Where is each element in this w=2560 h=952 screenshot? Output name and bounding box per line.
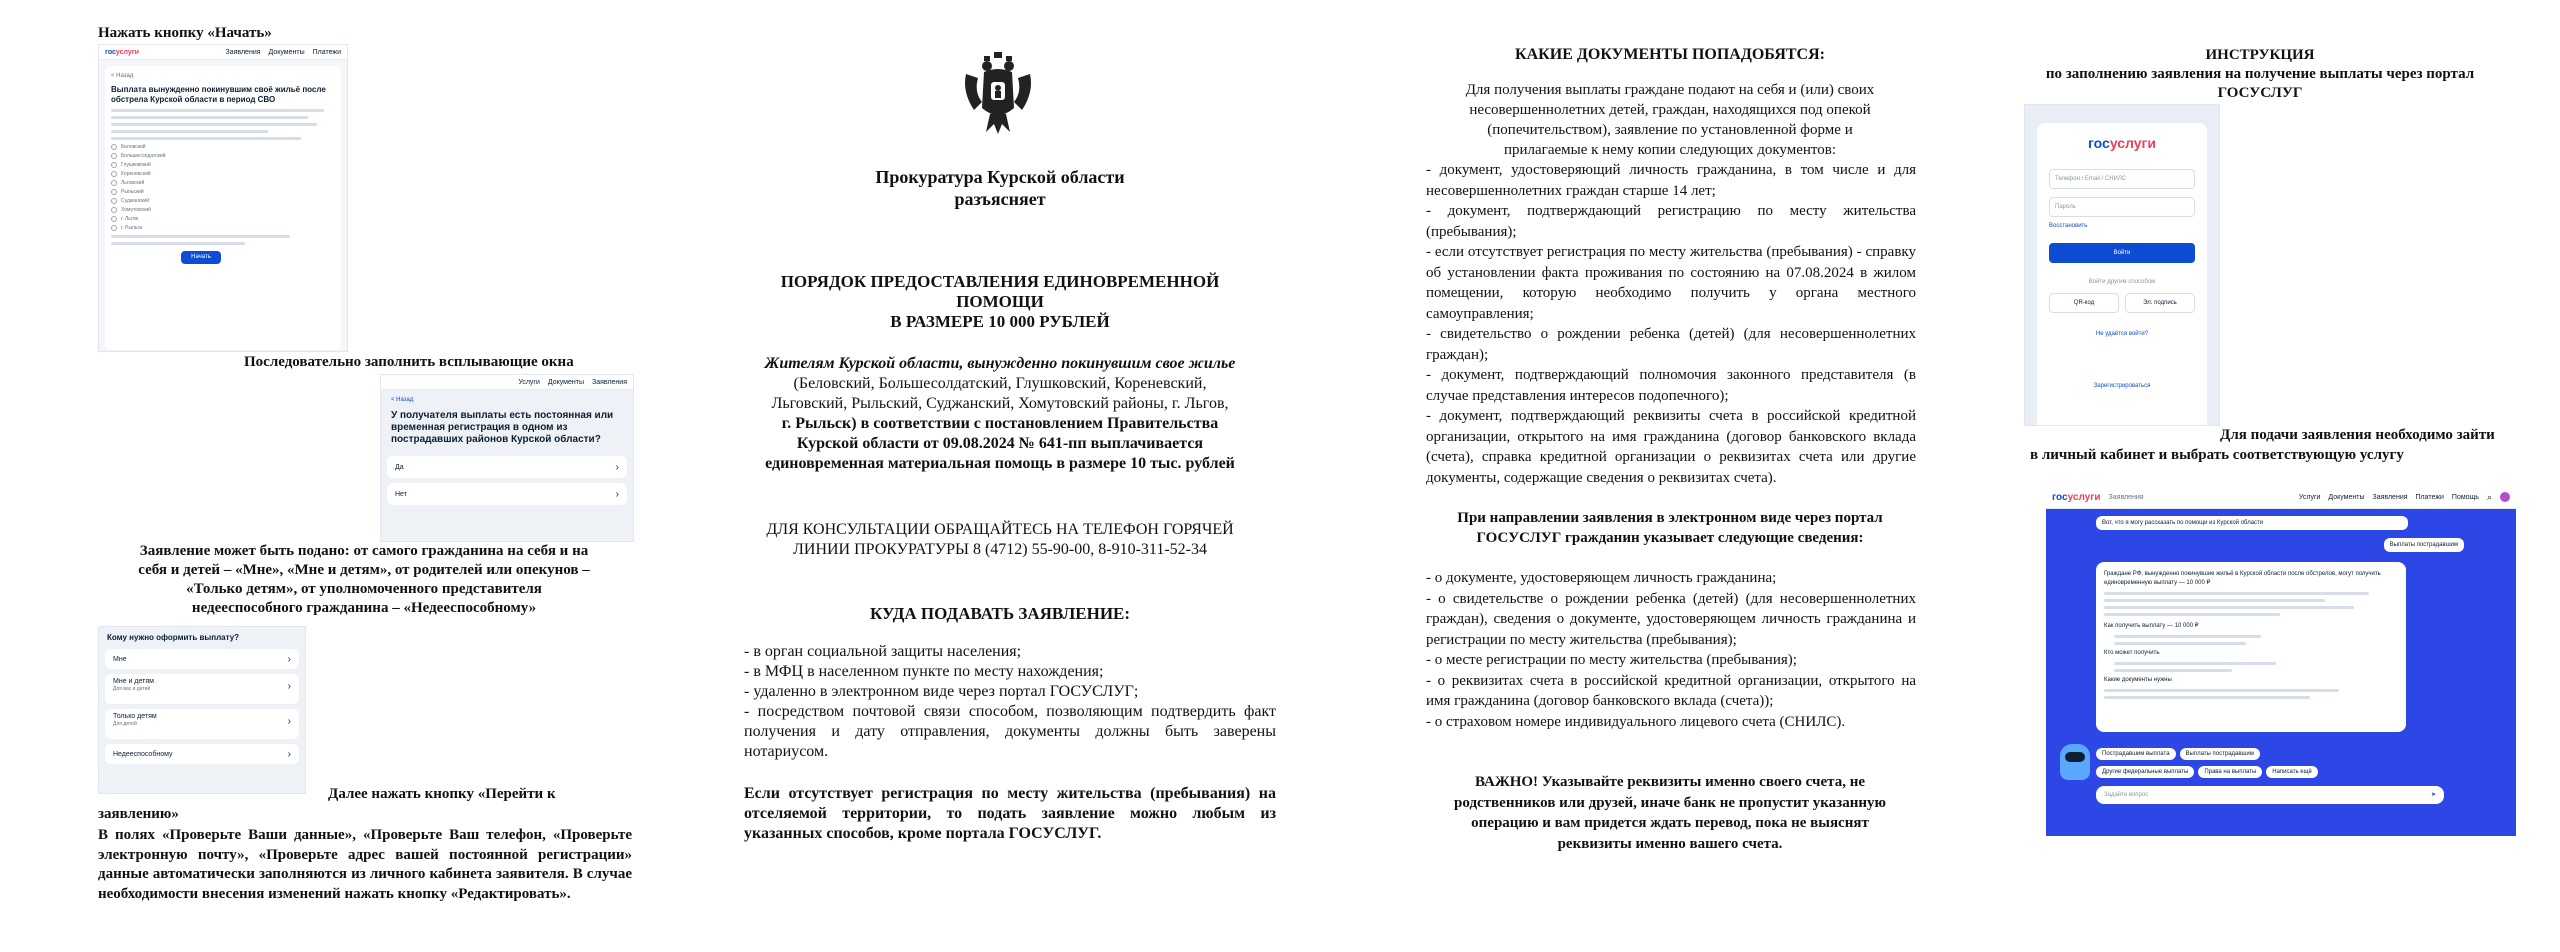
where-list: - в орган социальной защиты населения; - в МФЦ в населенном пункте по месту нахождения; - удаленно в электронном виде через портал ГОСУСЛУГ; - посредством почтовой связи способом, позволяющим подтвердить факт получения и дату отправления, документы должны быть заверены нотариусом.: [744, 643, 1276, 760]
login-input[interactable]: Телефон / Email / СНИЛС: [2049, 169, 2195, 189]
avatar: [2500, 492, 2510, 502]
screenshot-portal-assistant: госуслуги Заявления Услуги Документы Заявления Платежи Помощь ⌕ Вот, что я могу рассказать по помощи из Курской области Выплаты пострадавшим Граждане РФ, вынужденно покинувшие жильё в Курской области после обстрелов, могут получить единовременную выплату — 10 000 ₽ Как получить выплату — 10 000 ₽ Кто может получить Какие документы нужны Пострадавшим выплата Выплаты пострадавшим Другие федеральные выплаты Права на выплаты Написать ещё Задайте вопрос ➤: [2046, 486, 2516, 836]
where-note: Если отсутствует регистрация по месту жительства (пребывания) на отселяемой территории, то подать заявление можно любым из указанных способов, кроме портала ГОСУСЛУГ.: [744, 785, 1276, 842]
chat-suggestion-button[interactable]: Выплаты пострадавшим: [2384, 538, 2464, 552]
login-caption-a: Для подачи заявления необходимо зайти: [2220, 427, 2495, 443]
password-input[interactable]: Пароль: [2049, 197, 2195, 217]
gosuslugi-logo: госуслуги: [2052, 491, 2101, 503]
step4-caption-b: заявлению»: [98, 806, 179, 822]
option-incapable[interactable]: Недееспособному ›: [105, 744, 299, 764]
chevron-right-icon: ›: [615, 461, 619, 473]
step4-caption-a: Далее нажать кнопку «Перейти к: [328, 786, 556, 802]
help-link[interactable]: Не удаётся войти?: [2095, 331, 2149, 337]
start-button[interactable]: Начать: [181, 251, 221, 264]
option-me[interactable]: Мне ›: [105, 649, 299, 669]
online-heading: При направлении заявления в электронном виде через портал ГОСУСЛУГ гражданин указывает следующие сведения:: [1457, 510, 1883, 546]
screenshot-login: госуслуги Телефон / Email / СНИЛС Пароль Восстановить Войти Войти другим способом QR-код Эл. подпись Не удаётся войти? Зарегистрироваться: [2024, 104, 2220, 426]
documents-title: КАКИЕ ДОКУМЕНТЫ ПОПАДОБЯТСЯ:: [1514, 46, 1825, 63]
intro-paragraph: Жителям Курской области, вынужденно покинувшим свое жилье (Беловский, Большесолдатский, Глушковский, Кореневский, Льговский, Рыльский, Суджанский, Хомутовский районы, г. Льгов, г. Рыльск) в соответствии с постановлением Правительства Курской области от 09.08.2024 № 641-пп выплачивается единовременная материальная помощь в размере 10 тыс. рублей: [764, 355, 1236, 472]
documents-list: - документ, удостоверяющий личность гражданина, в том числе и для несовершеннолетних граждан старше 14 лет; - документ, подтверждающий регистрацию по месту жительства (пребывания); - если отсутствует регистрация по месту жительства (пребывания) - справку об установлении факта проживания по состоянию на 07.08.2024 в жилом помещении, которую необходимо получить у органа местного самоуправления; - свидетельство о рождении ребенка (детей) (для несовершеннолетних граждан); - документ, подтверждающий полномочия законного представителя (в случае представления интересов подопечного); - документ, подтверждающий реквизиты счета в российской кредитной организации, открытого на имя гражданина (договор банковского вклада (счета), справка кредитной организации о реквизитах счета или другие документы, содержащие сведения о реквизитах счета).: [1426, 162, 1916, 486]
warning-text: ВАЖНО! Указывайте реквизиты именно своего счета, не родственников или друзей, иначе банк не пропустит указанную операцию и вам придется ждать перевод, пока не выяснят реквизиты именно вашего счета.: [1454, 774, 1886, 852]
quick-reply[interactable]: Другие федеральные выплаты: [2096, 766, 2194, 778]
quick-reply[interactable]: Пострадавшим выплата: [2096, 748, 2176, 760]
send-icon: ➤: [2430, 792, 2436, 798]
chat-input[interactable]: Задайте вопрос ➤: [2096, 786, 2444, 804]
org-heading: Прокуратура Курской области разъясняет: [875, 167, 1125, 209]
chevron-right-icon: ›: [287, 653, 291, 665]
restore-link[interactable]: Восстановить: [2049, 223, 2088, 229]
step5-text: В полях «Проверьте Ваши данные», «Проверьте Ваш телефон, «Проверьте электронную почту», «Проверьте адрес вашей постоянной регистрации» данные автоматически заполняются из личного кабинета заявителя. В случае необходимости внесения изменений нажать кнопку «Редактировать».: [98, 827, 632, 902]
step2-caption: Последовательно заполнить всплывающие окна: [244, 354, 574, 370]
service-title: Выплата вынужденно покинувшим своё жильё после обстрела Курской области в период СВО: [111, 85, 326, 104]
chevron-right-icon: ›: [287, 681, 291, 692]
answer-yes[interactable]: Да ›: [387, 456, 627, 478]
search-icon: ⌕: [2486, 491, 2492, 502]
instruction-title: ИНСТРУКЦИЯ по заполнению заявления на получение выплаты через портал ГОСУСЛУГ: [2045, 47, 2475, 101]
screenshot-start: госуслуги Заявления Документы Платежи < Назад Выплата вынужденно покинувшим своё жильё после обстрела Курской области в период СВО Беловский Большесолдатский Глушковский Кореневский Льговский Рыльский Суджанский Хомутовский г. Льгов г. Рыльск Начать: [98, 44, 348, 352]
hotline-text: ДЛЯ КОНСУЛЬТАЦИИ ОБРАЩАЙТЕСЬ НА ТЕЛЕФОН ГОРЯЧЕЙ ЛИНИИ ПРОКУРАТУРЫ 8 (4712) 55-90-00, 8-910-311-52-34: [766, 521, 1234, 558]
chevron-right-icon: ›: [287, 716, 291, 727]
qr-login-button[interactable]: QR-код: [2049, 293, 2119, 313]
answer-no[interactable]: Нет ›: [387, 483, 627, 505]
chevron-right-icon: ›: [287, 748, 291, 760]
option-me-and-children[interactable]: Мне и детям Для вас и детей ›: [105, 674, 299, 704]
signature-login-button[interactable]: Эл. подпись: [2125, 293, 2195, 313]
quick-reply[interactable]: Выплаты пострадавшим: [2180, 748, 2260, 760]
register-link[interactable]: Зарегистрироваться: [2093, 383, 2151, 389]
documents-intro: Для получения выплаты граждане подают на себя и (или) своих несовершеннолетних детей, граждан, находящихся под опекой (попечительством), заявление по установленной форме и прилагаемые к нему копии следующих документов:: [1465, 82, 1875, 158]
quick-reply[interactable]: Права на выплаты: [2198, 766, 2262, 778]
quick-reply[interactable]: Написать ещё: [2266, 766, 2318, 778]
gosuslugi-logo: госуслуги: [2088, 135, 2156, 151]
gosuslugi-logo: госуслуги: [105, 48, 139, 56]
step3-caption: Заявление может быть подано: от самого гражданина на себя и на себя и детей – «Мне», «Мне и детям», от родителей или опекунов – «Только детям», от уполномоченного представителя недееспособного гражданина – «Недееспособному»: [138, 543, 590, 616]
where-title: КУДА ПОДАВАТЬ ЗАЯВЛЕНИЕ:: [869, 604, 1131, 623]
online-list: - о документе, удостоверяющем личность гражданина; - о свидетельстве о рождении ребенка (детей) (для несовершеннолетних граждан), сведения о документе, удостоверяющем личность гражданина и регистрации по месту жительства (пребывания); - о месте регистрации по месту жительства (пребывания); - о реквизитах счета в российской кредитной организации, открытого на имя гражданина (договор банковского вклада (счета)); - о страховом номере индивидуального лицевого счета (СНИЛС).: [1426, 570, 1916, 730]
step1-caption: Нажать кнопку «Начать»: [98, 25, 272, 41]
login-caption-b: в личный кабинет и выбрать соответствующую услугу: [2030, 447, 2404, 463]
assistant-robot-icon: [2060, 744, 2090, 780]
chevron-right-icon: ›: [615, 488, 619, 500]
screenshot-recipient-choice: Кому нужно оформить выплату? Мне › Мне и детям Для вас и детей › Только детям Для детей › Недееспособному ›: [98, 626, 306, 794]
login-button[interactable]: Войти: [2049, 243, 2195, 263]
coat-of-arms-emblem: [960, 52, 1036, 136]
option-children-only[interactable]: Только детям Для детей ›: [105, 709, 299, 739]
screenshot-registration-question: Услуги Документы Заявления < Назад У получателя выплаты есть постоянная или временная регистрация в одном из пострадавших районов Курской области? Да › Нет ›: [380, 374, 634, 542]
doc-title: ПОРЯДОК ПРЕДОСТАВЛЕНИЯ ЕДИНОВРЕМЕННОЙ ПОМОЩИ В РАЗМЕРЕ 10 000 РУБЛЕЙ: [780, 272, 1220, 331]
